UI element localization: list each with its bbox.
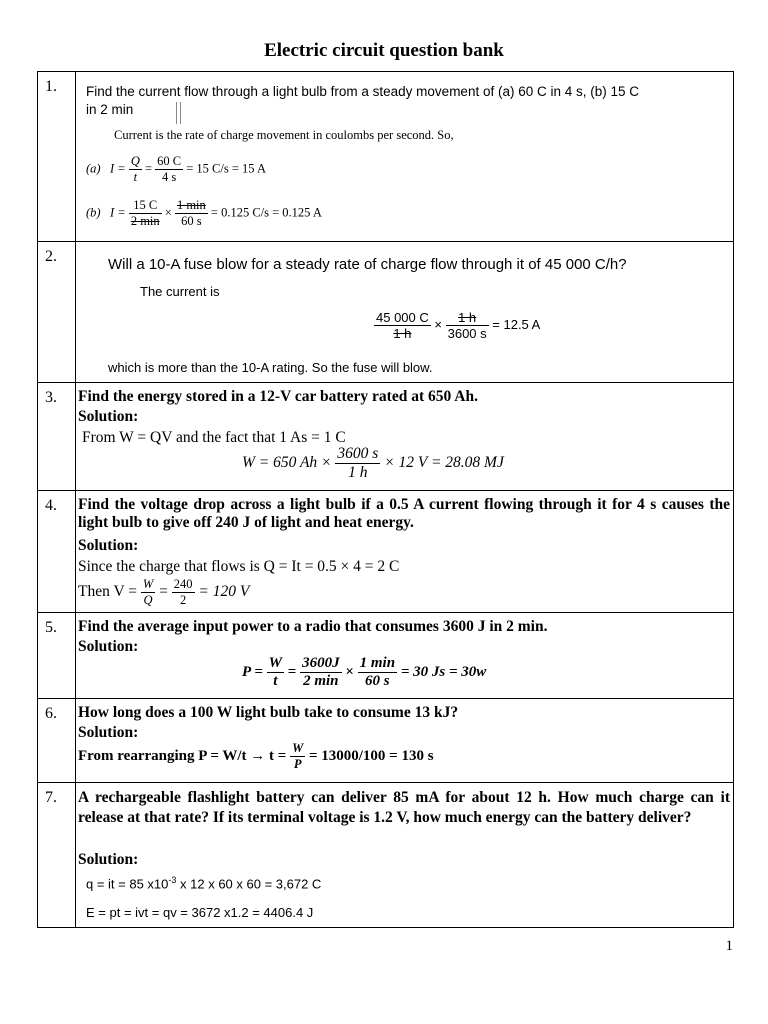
equation-lhs: P = — [242, 663, 263, 680]
question-text: Find the average input power to a radio that consumes 3600 J in 2 min. — [78, 618, 548, 635]
part-label: (a) — [86, 161, 101, 176]
page-title: Electric circuit question bank — [264, 40, 504, 61]
question-text: A rechargeable flashlight battery can deliver 85 mA for about 12 h. How much charge can it release at that rate? If its terminal voltage is 1.2 V, how much energy can the battery deliver? — [78, 789, 730, 826]
exponent: -3 — [168, 875, 177, 885]
denominator: 3600 s — [447, 326, 487, 341]
fraction — [141, 577, 155, 608]
numerator: 45 000 C — [376, 310, 429, 325]
solution-line — [78, 741, 434, 772]
fraction — [172, 577, 195, 608]
fraction — [267, 655, 284, 690]
question-number: 7. — [38, 783, 76, 928]
question-text-continued: in 2 min — [86, 102, 134, 117]
question-text: Will a 10-A fuse blow for a steady rate of charge flow through it of 45 000 C/h? — [108, 256, 627, 273]
question-body — [76, 383, 734, 491]
question-row-5 — [38, 613, 734, 699]
numerator: 240 — [173, 577, 193, 591]
question-row-7 — [38, 783, 734, 928]
solution-line — [86, 875, 321, 891]
denominator: 2 min — [130, 214, 160, 228]
numerator: Q — [130, 154, 140, 168]
equation-lhs: Then V = — [78, 583, 137, 601]
denominator: t — [273, 673, 278, 689]
solution-label: Solution: — [78, 724, 139, 741]
question-text: Find the voltage drop across a light bulb if a 0.5 A current flowing through it for 4 s causes the light bulb to give off 240 J of light and heat energy. — [78, 496, 730, 531]
numerator: W — [292, 741, 304, 755]
question-body — [76, 242, 734, 383]
question-row-1 — [38, 72, 734, 242]
equation-lhs: I = — [109, 161, 126, 176]
numerator: W — [142, 577, 154, 591]
equation-lhs: I = — [109, 205, 126, 220]
equation-result: = 12.5 A — [492, 316, 541, 332]
denominator: P — [293, 757, 302, 771]
numerator: 1 h — [446, 310, 489, 326]
equation-part: x 12 x 60 x 60 = 3,672 C — [176, 876, 322, 892]
question-body — [76, 491, 734, 613]
equals: = — [144, 161, 153, 176]
question-number: 6. — [38, 699, 76, 783]
equation — [374, 310, 540, 341]
fraction — [358, 655, 397, 690]
fraction — [129, 154, 142, 185]
question-number: 5. — [38, 613, 76, 699]
question-table — [37, 71, 734, 928]
denominator: 4 s — [162, 170, 177, 184]
equation-rhs: = 120 V — [198, 583, 250, 601]
fraction — [129, 198, 162, 229]
text-cursor — [180, 102, 181, 124]
times: × — [164, 205, 172, 220]
times: × — [345, 663, 354, 680]
equation-rhs: = 30 Js = 30w — [400, 663, 487, 680]
page-number: 1 — [725, 938, 733, 954]
denominator: 1 h — [393, 326, 412, 341]
question-text: Find the energy stored in a 12-V car battery rated at 650 Ah. — [78, 388, 478, 405]
question-number: 2. — [38, 242, 76, 383]
solution-line — [78, 577, 249, 608]
solution-line: E = pt = ivt = qv = 3672 x1.2 = 4406.4 J — [86, 905, 314, 920]
numerator: W — [268, 655, 282, 671]
denominator: 60 s — [181, 214, 202, 228]
question-row-2 — [38, 242, 734, 383]
numerator: 3600 s — [337, 445, 379, 462]
equals: = — [287, 663, 297, 680]
numerator: 15 C — [129, 198, 162, 214]
conclusion-text: which is more than the 10-A rating. So the fuse will blow. — [108, 360, 433, 375]
numerator: 3600J — [302, 655, 340, 671]
part-b — [86, 198, 322, 229]
part-label: (b) — [86, 205, 101, 220]
intro-text: The current is — [140, 284, 220, 299]
denominator: 2 — [180, 593, 187, 607]
fraction — [300, 655, 342, 690]
part-a — [86, 154, 266, 185]
equation-result: = 15 C/s = 15 A — [186, 161, 266, 176]
question-row-6 — [38, 699, 734, 783]
question-text: Find the current flow through a light bulb from a steady movement of (a) 60 C in 4 s, (b) 15 C — [86, 84, 640, 99]
equation-part: q = it = 85 x10 — [86, 876, 169, 892]
question-body — [76, 699, 734, 783]
solution-label: Solution: — [78, 537, 139, 554]
question-text: How long does a 100 W light bulb take to consume 13 kJ? — [78, 704, 459, 721]
equation-rhs: = 13000/100 = 130 s — [308, 747, 434, 764]
solution-label: Solution: — [78, 408, 139, 425]
solution-label: Solution: — [78, 638, 139, 655]
question-body — [76, 613, 734, 699]
question-body — [76, 783, 734, 928]
question-body — [76, 72, 734, 242]
fraction — [175, 198, 208, 229]
numerator: 60 C — [157, 154, 182, 168]
numerator: 1 min — [359, 655, 396, 671]
times: × — [434, 316, 442, 332]
equation-lhs: From rearranging P = W/t → t = — [78, 747, 287, 764]
solution-line: Since the charge that flows is Q = It = 0.5 × 4 = 2 C — [78, 558, 400, 575]
question-number: 3. — [38, 383, 76, 491]
equation-result: = 0.125 C/s = 0.125 A — [210, 205, 322, 220]
equation — [242, 655, 486, 690]
numerator: 1 min — [176, 198, 206, 212]
explanation-text: Current is the rate of charge movement in coulombs per second. So, — [114, 128, 454, 142]
equation — [242, 445, 504, 482]
text-cursor — [176, 102, 177, 124]
fraction — [290, 741, 305, 772]
question-row-3 — [38, 383, 734, 491]
denominator: Q — [143, 593, 153, 607]
equals: = — [159, 583, 168, 601]
fraction — [335, 445, 380, 482]
question-number: 4. — [38, 491, 76, 613]
denominator: 2 min — [303, 673, 339, 689]
equation-lhs: W = 650 Ah × — [242, 454, 332, 472]
denominator: 60 s — [365, 673, 390, 689]
solution-label: Solution: — [78, 851, 139, 868]
equation-rhs: × 12 V = 28.08 MJ — [384, 454, 504, 472]
question-number: 1. — [38, 72, 76, 242]
denominator: t — [133, 170, 138, 184]
solution-line: From W = QV and the fact that 1 As = 1 C — [82, 429, 346, 446]
question-row-4 — [38, 491, 734, 613]
fraction — [446, 310, 489, 341]
denominator: 1 h — [348, 464, 368, 481]
fraction — [374, 310, 431, 341]
fraction — [155, 154, 183, 185]
